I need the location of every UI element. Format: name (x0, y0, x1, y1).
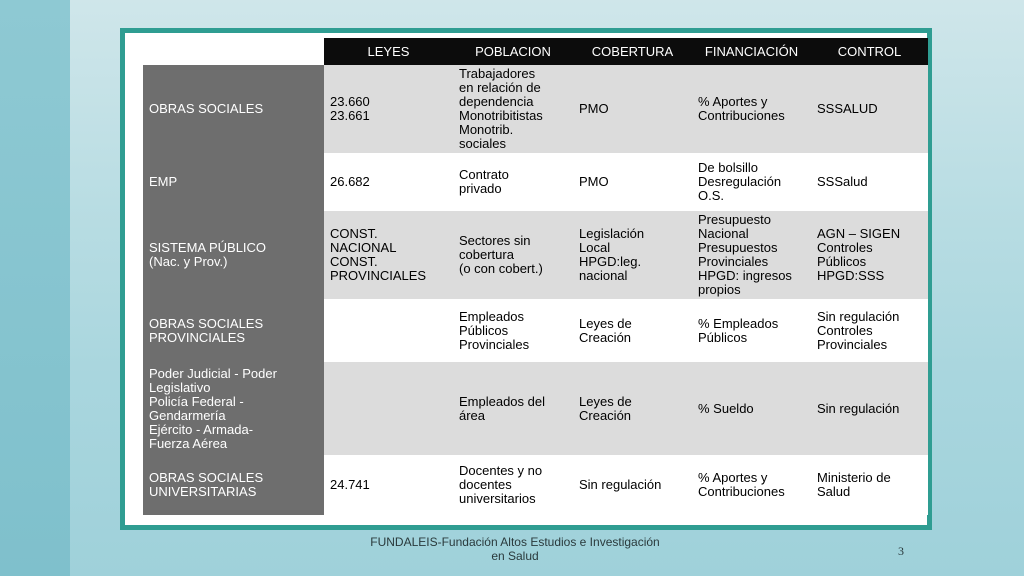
cell-line: Sin regulación (579, 477, 662, 492)
cell-line: Contribuciones (698, 108, 785, 123)
cell-line: Legislativo (149, 379, 211, 395)
cell-line: Sin regulación (817, 308, 900, 324)
financiacion-cell (692, 65, 811, 153)
cell-line: Públicos (817, 254, 867, 269)
cell-line: HPGD:leg. (579, 254, 642, 269)
cell-line: (Nac. y Prov.) (149, 254, 228, 269)
leyes-cell (324, 153, 453, 211)
cell-line: Nacional (698, 226, 749, 241)
cell-line: sociales (459, 136, 506, 151)
leyes-cell (324, 362, 453, 455)
cell-line: docentes (459, 477, 512, 492)
leyes-cell (324, 455, 453, 515)
cell-line: % Aportes y (698, 94, 768, 109)
cobertura-cell (573, 65, 692, 153)
cell-line: Empleados (459, 308, 525, 324)
cell-line: % Aportes y (698, 470, 768, 485)
table-row (143, 455, 928, 515)
table-row (143, 211, 928, 299)
cobertura-cell (573, 455, 692, 515)
footer-institution (350, 535, 680, 563)
header-leyes: LEYES (324, 38, 453, 65)
row-label-cell (143, 362, 324, 455)
cell-line: % Sueldo (698, 400, 754, 416)
cell-line: Monotribitistas (459, 108, 543, 123)
cell-line: dependencia (459, 94, 534, 109)
header-corner (143, 38, 324, 65)
cell-line: nacional (579, 268, 628, 283)
cell-line: Públicos (698, 329, 748, 345)
header-cobertura: COBERTURA (573, 38, 692, 65)
cell-line: Poder Judicial - Poder (149, 365, 277, 381)
cell-line: PMO (579, 101, 609, 116)
cell-line: HPGD:SSS (817, 268, 885, 283)
footer-line-1: FUNDALEIS-Fundación Altos Estudios e Investigación (370, 535, 660, 549)
cell-line: 26.682 (330, 174, 370, 189)
cobertura-cell (573, 211, 692, 299)
header-control: CONTROL (811, 38, 928, 65)
cell-line: Provinciales (698, 254, 769, 269)
cell-line: Contribuciones (698, 484, 785, 499)
table-frame (120, 28, 932, 530)
leyes-cell (324, 65, 453, 153)
cell-line: OBRAS SOCIALES (149, 470, 264, 485)
financiacion-cell (692, 153, 811, 211)
poblacion-cell (453, 211, 573, 299)
leyes-cell (324, 299, 453, 362)
header-row (143, 38, 928, 65)
cell-line: PROVINCIALES (330, 268, 427, 283)
table-row (143, 299, 928, 362)
cell-line: propios (698, 282, 741, 297)
row-label-cell (143, 211, 324, 299)
cell-line: Leyes de (579, 315, 632, 331)
cell-line: PMO (579, 174, 609, 189)
control-cell (811, 65, 928, 153)
poblacion-cell (453, 299, 573, 362)
page-number: 3 (898, 544, 904, 558)
cell-line: Docentes y no (459, 463, 543, 478)
background-left-band (0, 0, 70, 576)
cell-line: Salud (817, 484, 851, 499)
cell-line: HPGD: ingresos (698, 268, 792, 283)
control-cell (811, 362, 928, 455)
cell-line: 24.741 (330, 477, 370, 492)
cell-line: Trabajadores (459, 66, 536, 81)
cell-line: Legislación (579, 226, 645, 241)
cell-line: Desregulación (698, 174, 782, 189)
cell-line: privado (459, 181, 502, 196)
row-label-cell (143, 299, 324, 362)
financiacion-cell (692, 211, 811, 299)
leyes-cell (324, 211, 453, 299)
cell-line: O.S. (698, 188, 725, 203)
cell-line: % Empleados (698, 315, 779, 331)
cell-line: en relación de (459, 80, 541, 95)
control-cell (811, 299, 928, 362)
cell-line: Ministerio de (817, 470, 891, 485)
table-row (143, 362, 928, 455)
health-systems-table (143, 38, 928, 515)
cell-line: Controles (817, 240, 873, 255)
cell-line: Sectores sin (459, 233, 531, 248)
row-label-cell (143, 65, 324, 153)
cell-line: SISTEMA PÚBLICO (149, 240, 267, 255)
cell-line: Local (579, 240, 611, 255)
cell-line: Contrato (459, 167, 509, 182)
cell-line: Leyes de (579, 393, 632, 409)
financiacion-cell (692, 299, 811, 362)
table-row (143, 65, 928, 153)
cobertura-cell (573, 153, 692, 211)
cell-line: NACIONAL (330, 240, 397, 255)
cell-line: área (459, 407, 486, 423)
cell-line: UNIVERSITARIAS (149, 484, 257, 499)
cell-line: Sin regulación (817, 400, 900, 416)
financiacion-cell (692, 455, 811, 515)
cell-line: Ejército - Armada- (149, 421, 254, 437)
cell-line: AGN – SIGEN (817, 226, 901, 241)
footer-line-2: en Salud (491, 549, 539, 563)
control-cell (811, 211, 928, 299)
cell-line: Empleados del (459, 393, 545, 409)
cell-line: OBRAS SOCIALES (149, 315, 264, 331)
cell-line: Policía Federal - (149, 393, 244, 409)
cell-line: Provinciales (817, 336, 888, 352)
cell-line: cobertura (459, 247, 514, 262)
cobertura-cell (573, 362, 692, 455)
cell-line: Monotrib. (459, 122, 514, 137)
cell-line: Públicos (459, 322, 509, 338)
cell-line: SSSALUD (817, 101, 878, 116)
poblacion-cell (453, 65, 573, 153)
control-cell (811, 153, 928, 211)
cell-line: Creación (579, 329, 632, 345)
cell-line: universitarios (459, 491, 536, 506)
cell-line: (o con cobert.) (459, 261, 543, 276)
poblacion-cell (453, 153, 573, 211)
cell-line: 23.661 (330, 108, 370, 123)
cell-line: Creación (579, 407, 632, 423)
cobertura-cell (573, 299, 692, 362)
cell-line: Gendarmería (149, 407, 226, 423)
cell-line: CONST. (330, 254, 378, 269)
cell-line: 23.660 (330, 94, 370, 109)
cell-line: Presupuesto (698, 212, 771, 227)
poblacion-cell (453, 455, 573, 515)
cell-line: OBRAS SOCIALES (149, 101, 264, 116)
financiacion-cell (692, 362, 811, 455)
header-financiacion: FINANCIACIÓN (692, 38, 811, 65)
cell-line: EMP (149, 174, 178, 189)
cell-line: Fuerza Aérea (149, 435, 228, 451)
row-label-cell (143, 153, 324, 211)
row-label-cell (143, 455, 324, 515)
control-cell (811, 455, 928, 515)
cell-line: CONST. (330, 226, 378, 241)
cell-line: Controles (817, 322, 873, 338)
cell-line: PROVINCIALES (149, 329, 246, 345)
cell-line: Provinciales (459, 336, 530, 352)
cell-line: SSSalud (817, 174, 868, 189)
cell-line: De bolsillo (698, 160, 758, 175)
header-poblacion: POBLACION (453, 38, 573, 65)
cell-line: Presupuestos (698, 240, 778, 255)
poblacion-cell (453, 362, 573, 455)
table-row (143, 153, 928, 211)
